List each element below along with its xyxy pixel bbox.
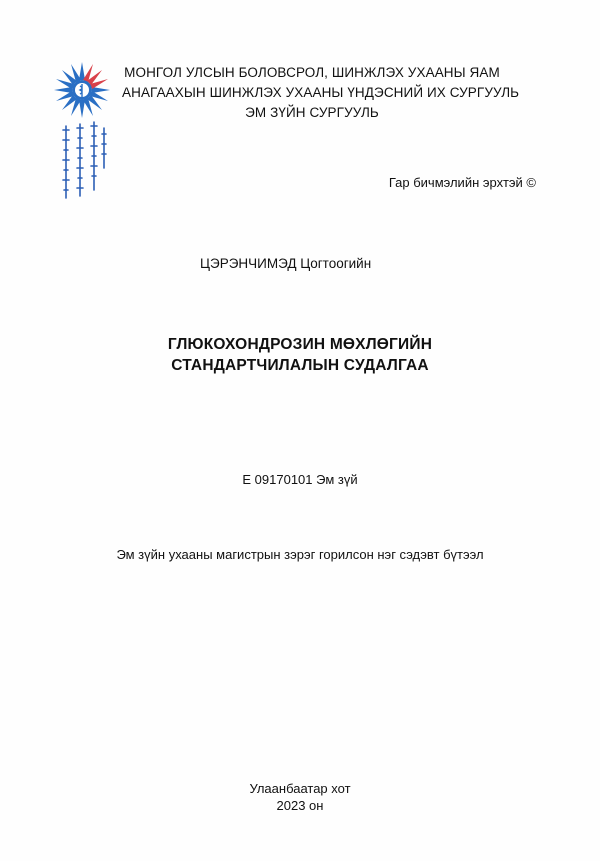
degree-statement: Эм зүйн ухааны магистрын зэрэг горилсон нэг сэдэвт бүтээл xyxy=(116,547,484,562)
place-and-year xyxy=(0,780,600,814)
title-line-1: ГЛЮКОХОНДРОЗИН МӨХЛӨГИЙН xyxy=(167,336,433,353)
specialty-code: Е 09170101 Эм зүй xyxy=(242,472,358,487)
ministry-name: МОНГОЛ УЛСЫН БОЛОВСРОЛ, ШИНЖЛЭХ УХААНЫ ЯАМ xyxy=(124,65,500,80)
author-name: ЦЭРЭНЧИМЭД Цогтоогийн xyxy=(200,256,372,271)
institution-header xyxy=(122,63,520,123)
city: Улаанбаатар хот xyxy=(249,781,351,796)
year: 2023 он xyxy=(276,798,324,813)
title-line-2: СТАНДАРТЧИЛАЛЫН СУДАЛГАА xyxy=(171,357,429,374)
copyright-note: Гар бичмэлийн эрхтэй © xyxy=(388,175,536,190)
school-name: ЭМ ЗҮЙН СУРГУУЛЬ xyxy=(245,105,379,120)
thesis-title xyxy=(100,334,500,376)
university-name: АНАГААХЫН ШИНЖЛЭХ УХААНЫ ҮНДЭСНИЙ ИХ СУРГУУЛЬ xyxy=(122,85,520,100)
university-emblem-icon xyxy=(50,58,114,203)
university-logo xyxy=(50,58,114,203)
